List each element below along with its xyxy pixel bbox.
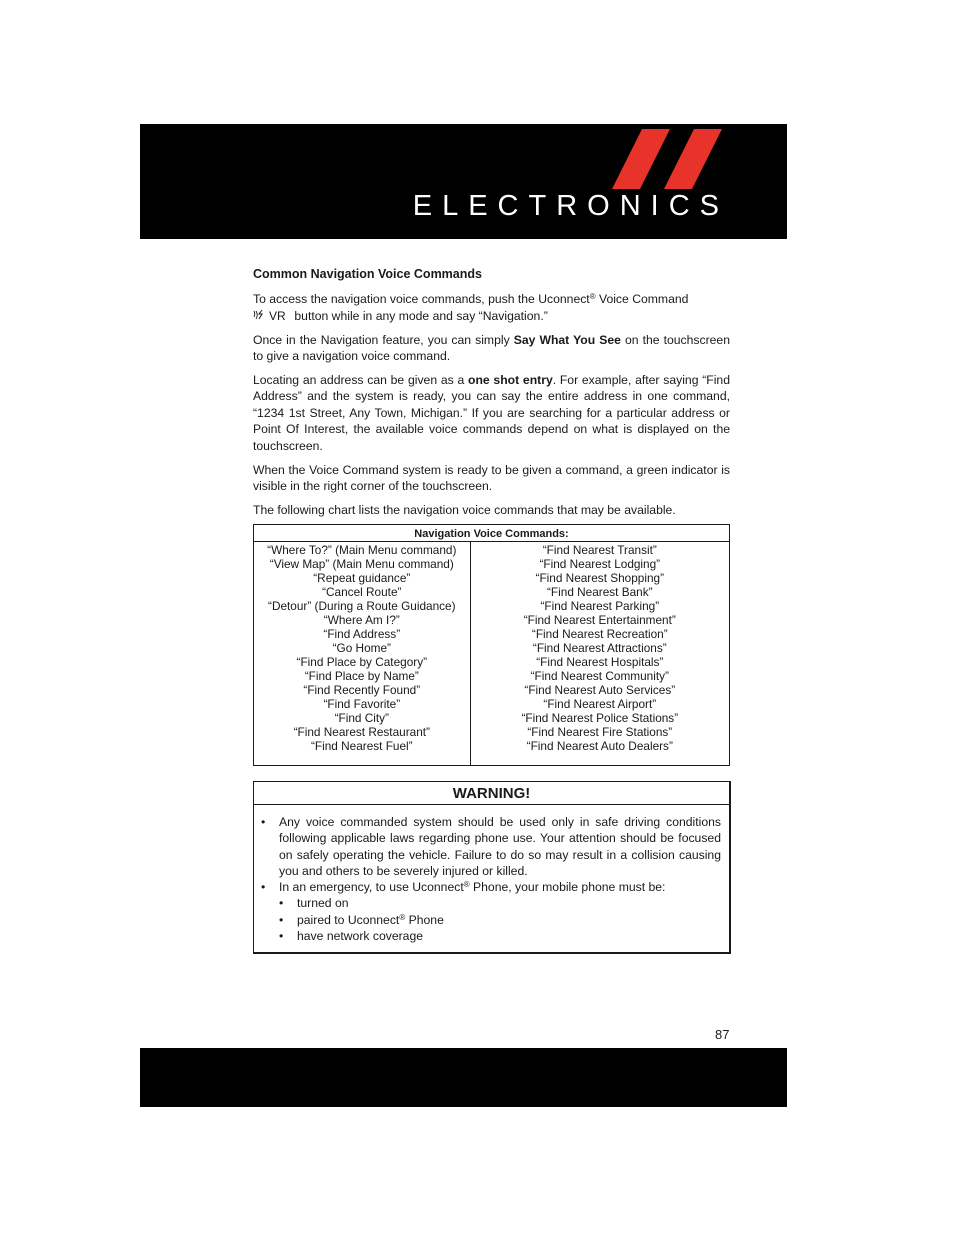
warning-text: Phone, your mobile phone must be: xyxy=(469,880,666,895)
footer-band xyxy=(140,1048,787,1107)
list-item xyxy=(279,928,721,944)
warning-title: WARNING! xyxy=(254,782,729,805)
text-fragment: Locating an address can be given as a xyxy=(253,373,469,388)
section-title: ELECTRONICS xyxy=(412,190,729,222)
voice-command-item: “Find Nearest Auto Dealers” xyxy=(526,739,673,754)
registered-mark: ® xyxy=(463,880,470,890)
voice-command-item: “Find Nearest Transit” xyxy=(542,543,657,558)
bold-term: Say What You See xyxy=(513,332,621,347)
voice-command-item: “Find Nearest Lodging” xyxy=(539,557,661,572)
page-number: 87 xyxy=(715,1027,730,1042)
section-heading: Common Navigation Voice Commands xyxy=(253,267,482,281)
warning-text: paired to Uconnect xyxy=(297,912,400,927)
bullet: • xyxy=(261,815,266,829)
paragraph-say-what-you-see xyxy=(253,332,730,365)
bullet: • xyxy=(279,929,284,944)
voice-command-item: “Find Nearest Airport” xyxy=(543,697,657,712)
paragraph-chart-intro: The following chart lists the navigation voice commands that may be available. xyxy=(253,502,676,517)
warning-text: Any voice commanded system should be used only in safe driving conditions following applicable laws regarding phone use. Your attention should be focused on safely operating the vehicle. Failure to do so may result in a collision causing you and others to be severely injured or killed. xyxy=(279,815,721,878)
warning-sublist xyxy=(279,895,721,944)
voice-command-item: “Find Recently Found” xyxy=(303,683,421,698)
voice-command-item: “Find Nearest Shopping” xyxy=(535,571,665,586)
voice-command-item: “Find City” xyxy=(334,711,389,726)
voice-command-item: “Find Place by Category” xyxy=(296,655,428,670)
paragraph-green-indicator: When the Voice Command system is ready to be given a command, a green indicator is visible in the right corner of the touchscreen. xyxy=(253,462,730,493)
voice-command-item: “Find Nearest Police Stations” xyxy=(521,711,679,726)
table-header: Navigation Voice Commands: xyxy=(254,525,730,542)
warning-text: In an emergency, to use Uconnect xyxy=(279,880,464,895)
voice-command-item: “Where Am I?” xyxy=(323,613,400,628)
list-item xyxy=(279,912,721,928)
voice-command-item: “Detour” (During a Route Guidance) xyxy=(268,599,456,614)
commands-column-right xyxy=(470,542,729,766)
bullet: • xyxy=(261,880,266,895)
vr-label: VR xyxy=(269,308,286,321)
red-stripes-logo xyxy=(612,129,722,189)
voice-command-item: “Find Nearest Bank” xyxy=(547,585,653,600)
warning-text: Phone xyxy=(405,912,444,927)
bullet: • xyxy=(279,896,284,911)
warning-text: turned on xyxy=(297,896,349,911)
voice-command-item: “Find Nearest Auto Services” xyxy=(524,683,676,698)
warning-text: have network coverage xyxy=(297,929,424,944)
registered-mark: ® xyxy=(589,292,596,302)
voice-commands-table xyxy=(253,524,730,766)
stripe-right xyxy=(664,129,722,189)
voice-command-item: “Find Nearest Entertainment” xyxy=(523,613,676,628)
voice-command-item: “Find Nearest Fire Stations” xyxy=(527,725,673,740)
bullet: • xyxy=(279,912,284,927)
text-fragment: To access the navigation voice commands, push the Uconnect xyxy=(253,292,590,307)
bold-term: one shot entry xyxy=(468,373,553,388)
warning-box xyxy=(253,781,731,954)
voice-command-item: “Find Nearest Parking” xyxy=(540,599,660,614)
text-fragment: Once in the Navigation feature, you can simply xyxy=(253,332,514,347)
voice-command-item: “Find Nearest Fuel” xyxy=(310,739,413,754)
voice-command-item: “Find Nearest Community” xyxy=(530,669,669,684)
list-item xyxy=(261,814,721,879)
voice-command-item: “Go Home” xyxy=(332,641,391,656)
voice-command-item: “Find Nearest Restaurant” xyxy=(293,725,430,740)
voice-command-item: “Find Nearest Attractions” xyxy=(532,641,667,656)
voice-command-item: “Find Nearest Recreation” xyxy=(531,627,668,642)
voice-command-icon xyxy=(253,309,291,321)
list-item xyxy=(261,879,721,944)
voice-command-item: “View Map” (Main Menu command) xyxy=(269,557,454,572)
text-fragment: Voice Command xyxy=(595,292,689,307)
commands-column-left xyxy=(254,542,471,766)
voice-command-item: “Find Place by Name” xyxy=(304,669,419,684)
header-band xyxy=(140,124,787,239)
voice-command-item: “Repeat guidance” xyxy=(313,571,411,586)
list-item xyxy=(279,895,721,911)
voice-command-item: “Find Favorite” xyxy=(323,697,401,712)
voice-command-item: “Cancel Route” xyxy=(322,585,402,600)
voice-command-item: “Where To?” (Main Menu command) xyxy=(267,543,457,558)
text-fragment: on the touchscreen to give a navigation voice command. xyxy=(253,332,730,364)
paragraph-one-shot-entry xyxy=(253,372,730,454)
paragraph-access xyxy=(253,291,730,324)
warning-list xyxy=(261,814,721,944)
voice-command-item: “Find Nearest Hospitals” xyxy=(536,655,664,670)
registered-mark: ® xyxy=(399,912,406,922)
voice-command-item: “Find Address” xyxy=(323,627,401,642)
stripe-left xyxy=(612,129,670,189)
text-fragment: . For example, after saying “Find Address” and the system is ready, you can say the entire address in one command, “1234 1st Street, Any Town, Michigan.” If you are searching for a particular address or Point Of Interest, the available voice commands depend on what is displayed on the touchscreen. xyxy=(253,373,730,453)
text-fragment: button while in any mode and say “Navigation.” xyxy=(291,308,548,323)
main-content xyxy=(253,266,730,766)
